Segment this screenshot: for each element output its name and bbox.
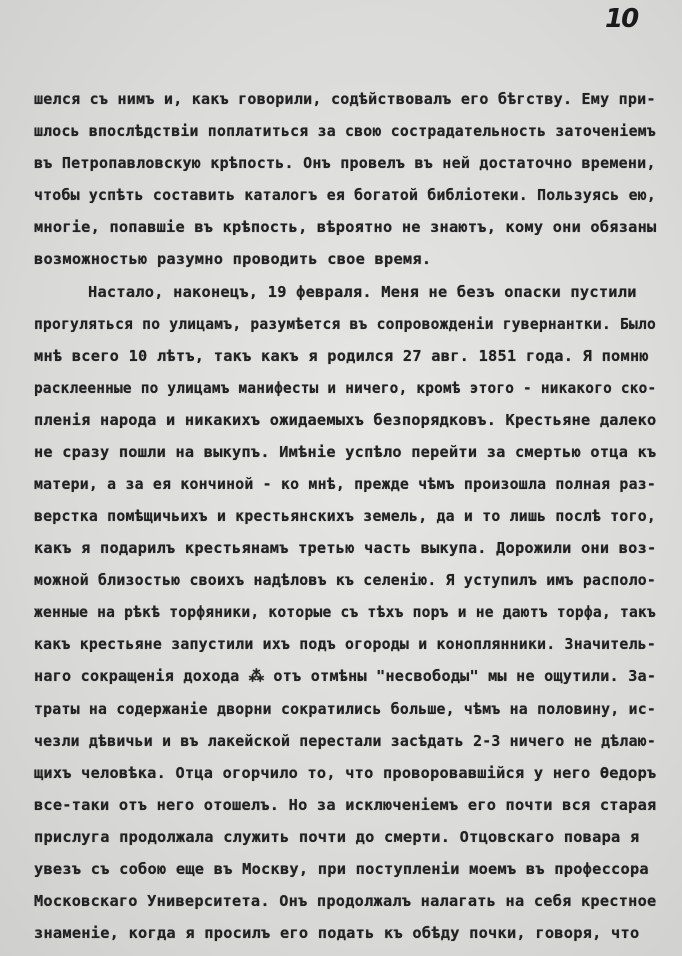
text-line: матери, а за ея кончиной - ко мнѣ, прежде чѣмъ произошла полная раз-	[34, 475, 657, 493]
text-line: не сразу пошли на выкупъ. Имѣніе успѣло перейти за смертью отца къ	[34, 443, 657, 461]
text-line: знаменіе, когда я просилъ его подать къ обѣду почки, говоря, что	[34, 924, 640, 942]
text-line: прогуляться по улицамъ, разумѣется въ сопровожденіи гувернантки. Было	[34, 315, 657, 333]
text-line: шлось впослѣдствіи поплатиться за свою сострадательность заточеніемъ	[34, 122, 657, 140]
text-line: какъ крестьяне запустили ихъ подъ огороды и коноплянники. Значитель-	[34, 635, 657, 653]
text-line: въ Петропавловскую крѣпость. Онъ провелъ въ ней достаточно времени,	[34, 154, 656, 172]
text-line: какъ я подарилъ крестьянамъ третью часть выкупа. Дорожили они воз-	[34, 539, 657, 557]
text-line: многіе, попавшіе въ крѣпость, вѣроятно не знаютъ, кому они обязаны	[34, 218, 657, 236]
page-number: 10	[605, 4, 638, 34]
text-line: все-таки отъ него отошелъ. Но за исключеніемъ его почти вся старая	[34, 796, 657, 814]
text-line: щихъ человѣка. Отца огорчило то, что проворовавшійся у него Ѳедоръ	[34, 764, 657, 782]
text-line: наго сокращенія дохода ⁂ отъ отмѣны "несвободы" мы не ощутили. За-	[34, 667, 657, 685]
text-line: верстка помѣщичьихъ и крестьянскихъ земель, да и то лишь послѣ того,	[34, 507, 657, 525]
text-line: Московскаго Университета. Онъ продолжалъ налагать на себя крестное	[34, 892, 657, 910]
text-line: траты на содержаніе дворни сократились больше, чѣмъ на половину, ис-	[34, 700, 657, 718]
text-line: шелся съ нимъ и, какъ говорили, содѣйствовалъ его бѣгству. Ему при-	[34, 90, 656, 108]
text-line: Настало, наконецъ, 19 февраля. Меня не безъ опаски пустили	[88, 283, 637, 301]
text-line: чтобы успѣть составить каталогъ ея богатой библіотеки. Пользуясь ею,	[34, 186, 657, 204]
text-line: расклеенные по улицамъ манифесты и ничего, кромѣ этого - никакого ско-	[34, 379, 657, 397]
text-line: можной близостью своихъ надѣловъ къ селенію. Я уступилъ имъ располо-	[34, 571, 657, 589]
text-line: пленія народа и никакихъ ожидаемыхъ безпорядковъ. Крестьяне далеко	[34, 411, 657, 429]
text-line: мнѣ всего 10 лѣтъ, такъ какъ я родился 27 авг. 1851 года. Я помню	[34, 347, 649, 365]
text-line: возможностью разумно проводить свое время.	[34, 250, 432, 268]
text-line: чезли дѣвичьи и въ лакейской перестали засѣдать 2-3 ничего не дѣлаю-	[34, 732, 657, 750]
text-line: прислуга продолжала служить почти до смерти. Отцовскаго повара я	[34, 828, 640, 846]
text-line: женные на рѣкѣ торфяники, которые съ тѣхъ поръ и не даютъ торфа, такъ	[34, 603, 657, 621]
text-line: увезъ съ собою еще въ Москву, при поступленіи моемъ въ профессора	[34, 860, 649, 878]
